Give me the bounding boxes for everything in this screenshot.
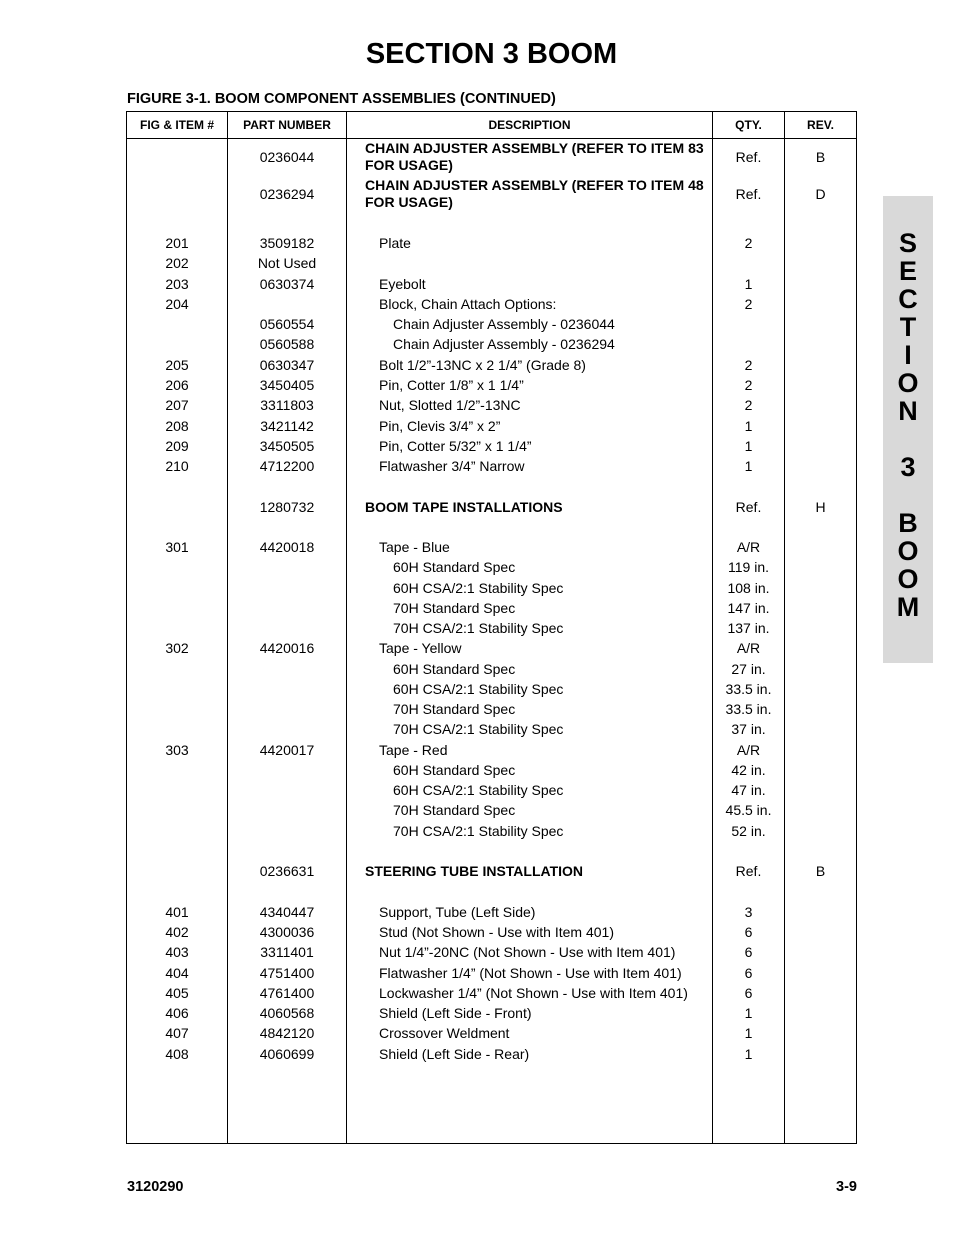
description-cell: Tape - Yellow: [379, 640, 462, 656]
table-row: [127, 760, 856, 780]
section-side-tab: [883, 196, 933, 663]
fig-item-cell: 406: [165, 1005, 189, 1021]
description-cell: STEERING TUBE INSTALLATION: [365, 863, 584, 879]
table-row: [127, 618, 856, 638]
description-cell: 60H Standard Spec: [393, 762, 516, 778]
table-row: [127, 274, 856, 294]
fig-item-cell: 301: [165, 539, 189, 555]
table-row: [127, 963, 856, 983]
table-row: [127, 456, 856, 476]
description-cell: 70H Standard Spec: [393, 600, 516, 616]
fig-item-cell: 403: [165, 944, 189, 960]
table-row: [127, 902, 856, 922]
side-tab-letter: 3: [900, 452, 916, 482]
table-row: [127, 679, 856, 699]
figure-title: FIGURE 3-1. BOOM COMPONENT ASSEMBLIES (CONTINUED): [127, 91, 556, 107]
part-number-cell: 4842120: [259, 1025, 315, 1041]
fig-item-cell: 206: [165, 377, 189, 393]
fig-item-cell: 205: [165, 357, 189, 373]
table-row: [127, 861, 856, 881]
side-tab-letter: E: [898, 256, 917, 286]
part-number-cell: 0560588: [259, 336, 315, 352]
part-number-cell: 3421142: [260, 418, 314, 434]
side-tab-letter: M: [896, 592, 920, 622]
part-number-cell: 4761400: [259, 985, 315, 1001]
qty-cell: 6: [744, 965, 753, 981]
description-cell: Chain Adjuster Assembly - 0236044: [393, 316, 615, 332]
part-number-cell: 0560554: [259, 316, 315, 332]
qty-cell: 2: [744, 357, 753, 373]
table-row: [127, 537, 856, 557]
description-cell: Chain Adjuster Assembly - 0236294: [393, 336, 615, 352]
description-cell: 70H CSA/2:1 Stability Spec: [393, 823, 564, 839]
table-row: [127, 395, 856, 415]
fig-item-cell: 207: [165, 397, 189, 413]
fig-item-cell: 302: [165, 640, 189, 656]
qty-cell: 147 in.: [727, 600, 770, 616]
table-row: [127, 416, 856, 436]
table-row: [127, 780, 856, 800]
table-row: [127, 740, 856, 760]
part-number-cell: 0236294: [259, 186, 315, 202]
table-row: [127, 699, 856, 719]
qty-cell: 45.5 in.: [725, 802, 772, 818]
header-fig-item: FIG & ITEM #: [139, 118, 214, 132]
side-tab-letter: I: [904, 340, 912, 370]
table-row: [127, 578, 856, 598]
part-number-cell: 4340447: [259, 904, 315, 920]
part-number-cell: 3509182: [259, 235, 315, 251]
page-number: 3-9: [836, 1179, 857, 1195]
part-number-cell: 3450405: [259, 377, 315, 393]
part-number-cell: 0630347: [259, 357, 315, 373]
qty-cell: 1: [744, 458, 753, 474]
fig-item-cell: 203: [165, 276, 189, 292]
side-tab-letter: O: [897, 564, 919, 594]
table-row: [127, 334, 856, 354]
qty-cell: 1: [744, 276, 753, 292]
table-row: [127, 1023, 856, 1043]
qty-cell: 1: [744, 438, 753, 454]
qty-cell: A/R: [736, 539, 761, 555]
header-part-number: PART NUMBER: [243, 118, 331, 132]
qty-cell: 6: [744, 924, 753, 940]
table-row: [127, 436, 856, 456]
part-number-cell: 3311803: [260, 397, 314, 413]
part-number-cell: Not Used: [257, 255, 317, 271]
qty-cell: 47 in.: [731, 782, 766, 798]
description-cell: Eyebolt: [379, 276, 426, 292]
description-cell: Shield (Left Side - Rear): [379, 1046, 530, 1062]
qty-cell: 6: [744, 985, 753, 1001]
side-tab-letter: O: [897, 368, 919, 398]
description-cell: Tape - Blue: [379, 539, 450, 555]
part-number-cell: 4751400: [259, 965, 315, 981]
section-title: SECTION 3 BOOM: [365, 38, 618, 70]
qty-cell: 2: [744, 296, 753, 312]
side-tab-letter: S: [898, 228, 917, 258]
table-row: [127, 233, 856, 253]
fig-item-cell: 404: [165, 965, 189, 981]
qty-cell: A/R: [736, 742, 761, 758]
table-row: [127, 1044, 856, 1064]
table-row: [127, 1003, 856, 1023]
description-cell: Lockwasher 1/4” (Not Shown - Use with Item 401): [379, 985, 688, 1001]
header-rev: REV.: [807, 118, 834, 132]
description-cell: Nut, Slotted 1/2”-13NC: [379, 397, 521, 413]
description-cell: Shield (Left Side - Front): [379, 1005, 532, 1021]
table-row: [127, 821, 856, 841]
description-cell: Support, Tube (Left Side): [379, 904, 536, 920]
qty-cell: 3: [744, 904, 753, 920]
description-cell: Tape - Red: [379, 742, 448, 758]
fig-item-cell: 201: [165, 235, 189, 251]
qty-cell: 1: [744, 418, 753, 434]
table-row: [127, 638, 856, 658]
fig-item-cell: 204: [165, 296, 189, 312]
qty-cell: 1: [744, 1005, 753, 1021]
qty-cell: 137 in.: [727, 620, 770, 636]
qty-cell: 2: [744, 377, 753, 393]
description-cell: Flatwasher 3/4” Narrow: [379, 458, 525, 474]
side-tab-letter: O: [897, 536, 919, 566]
fig-item-cell: 401: [165, 904, 189, 920]
part-number-cell: 1280732: [259, 499, 315, 515]
description-cell: Stud (Not Shown - Use with Item 401): [379, 924, 614, 940]
qty-cell: Ref.: [735, 863, 762, 879]
header-qty: QTY.: [735, 118, 762, 132]
description-cell: 70H CSA/2:1 Stability Spec: [393, 620, 564, 636]
table-row: [127, 497, 856, 517]
table-row: [127, 922, 856, 942]
qty-cell: 52 in.: [731, 823, 766, 839]
fig-item-cell: 402: [165, 924, 189, 940]
fig-item-cell: 210: [165, 458, 189, 474]
fig-item-cell: 405: [165, 985, 189, 1001]
table-row: [127, 983, 856, 1003]
table-row: [127, 557, 856, 577]
part-number-cell: 4060568: [259, 1005, 315, 1021]
side-tab-letter: C: [898, 284, 918, 314]
table-row: [127, 598, 856, 618]
description-cell: 70H Standard Spec: [393, 802, 516, 818]
table-row: [127, 176, 856, 212]
part-number-cell: 4712200: [259, 458, 315, 474]
rev-cell: B: [815, 863, 826, 879]
qty-cell: 119 in.: [728, 559, 769, 575]
description-cell: BOOM TAPE INSTALLATIONS: [365, 499, 563, 515]
header-description: DESCRIPTION: [488, 118, 571, 132]
description-cell: Pin, Clevis 3/4” x 2”: [379, 418, 501, 434]
part-number-cell: 3311401: [260, 944, 314, 960]
table-row: [127, 294, 856, 314]
parts-table: [126, 111, 857, 1144]
description-cell: 70H Standard Spec: [393, 701, 516, 717]
part-number-cell: 0236044: [259, 149, 315, 165]
qty-cell: Ref.: [735, 186, 762, 202]
document-number: 3120290: [127, 1179, 184, 1195]
table-row: [127, 719, 856, 739]
fig-item-cell: 202: [165, 255, 189, 271]
table-row: [127, 659, 856, 679]
side-tab-letter: T: [899, 312, 917, 342]
description-cell: Bolt 1/2”-13NC x 2 1/4” (Grade 8): [379, 357, 586, 373]
qty-cell: 2: [744, 397, 753, 413]
description-cell: 60H Standard Spec: [393, 661, 516, 677]
rev-cell: H: [815, 499, 826, 515]
qty-cell: 42 in.: [731, 762, 766, 778]
qty-cell: 2: [744, 235, 753, 251]
table-row: [127, 139, 856, 175]
table-row: [127, 314, 856, 334]
table-row: [127, 355, 856, 375]
qty-cell: A/R: [736, 640, 761, 656]
qty-cell: 33.5 in.: [725, 681, 772, 697]
description-cell: 60H CSA/2:1 Stability Spec: [393, 782, 564, 798]
qty-cell: 108 in.: [727, 580, 770, 596]
qty-cell: 1: [744, 1025, 753, 1041]
qty-cell: 33.5 in.: [725, 701, 772, 717]
description-cell: Flatwasher 1/4” (Not Shown - Use with Item 401): [379, 965, 682, 981]
fig-item-cell: 408: [165, 1046, 189, 1062]
part-number-cell: 4420017: [259, 742, 315, 758]
qty-cell: Ref.: [735, 499, 762, 515]
fig-item-cell: 209: [165, 438, 189, 454]
part-number-cell: 3450505: [259, 438, 315, 454]
description-cell: Pin, Cotter 5/32” x 1 1/4”: [379, 438, 532, 454]
description-cell: 60H CSA/2:1 Stability Spec: [393, 681, 564, 697]
rev-cell: D: [815, 186, 826, 202]
part-number-cell: 4060699: [259, 1046, 315, 1062]
table-row: [127, 800, 856, 820]
part-number-cell: 0630374: [259, 276, 315, 292]
fig-item-cell: 208: [165, 418, 189, 434]
qty-cell: 37 in.: [731, 721, 766, 737]
fig-item-cell: 407: [165, 1025, 189, 1041]
description-cell: CHAIN ADJUSTER ASSEMBLY (REFER TO ITEM 83 FOR USAGE): [365, 140, 704, 173]
description-cell: Crossover Weldment: [379, 1025, 510, 1041]
description-cell: 70H CSA/2:1 Stability Spec: [393, 721, 564, 737]
rev-cell: B: [815, 149, 826, 165]
table-row: [127, 942, 856, 962]
part-number-cell: 4420016: [259, 640, 315, 656]
table-row: [127, 253, 856, 273]
description-cell: Nut 1/4”-20NC (Not Shown - Use with Item 401): [379, 944, 676, 960]
description-cell: Plate: [379, 235, 411, 251]
description-cell: CHAIN ADJUSTER ASSEMBLY (REFER TO ITEM 48 FOR USAGE): [365, 177, 704, 210]
qty-cell: 6: [744, 944, 753, 960]
qty-cell: 27 in.: [731, 661, 766, 677]
part-number-cell: 0236631: [259, 863, 315, 879]
side-tab-letter: B: [898, 508, 918, 538]
qty-cell: 1: [744, 1046, 753, 1062]
description-cell: 60H Standard Spec: [393, 559, 516, 575]
side-tab-letter: N: [898, 396, 918, 426]
part-number-cell: 4300036: [259, 924, 315, 940]
description-cell: Block, Chain Attach Options:: [379, 296, 557, 312]
description-cell: 60H CSA/2:1 Stability Spec: [393, 580, 564, 596]
description-cell: Pin, Cotter 1/8” x 1 1/4”: [379, 377, 524, 393]
table-row: [127, 375, 856, 395]
part-number-cell: 4420018: [259, 539, 315, 555]
fig-item-cell: 303: [165, 742, 189, 758]
qty-cell: Ref.: [735, 149, 762, 165]
